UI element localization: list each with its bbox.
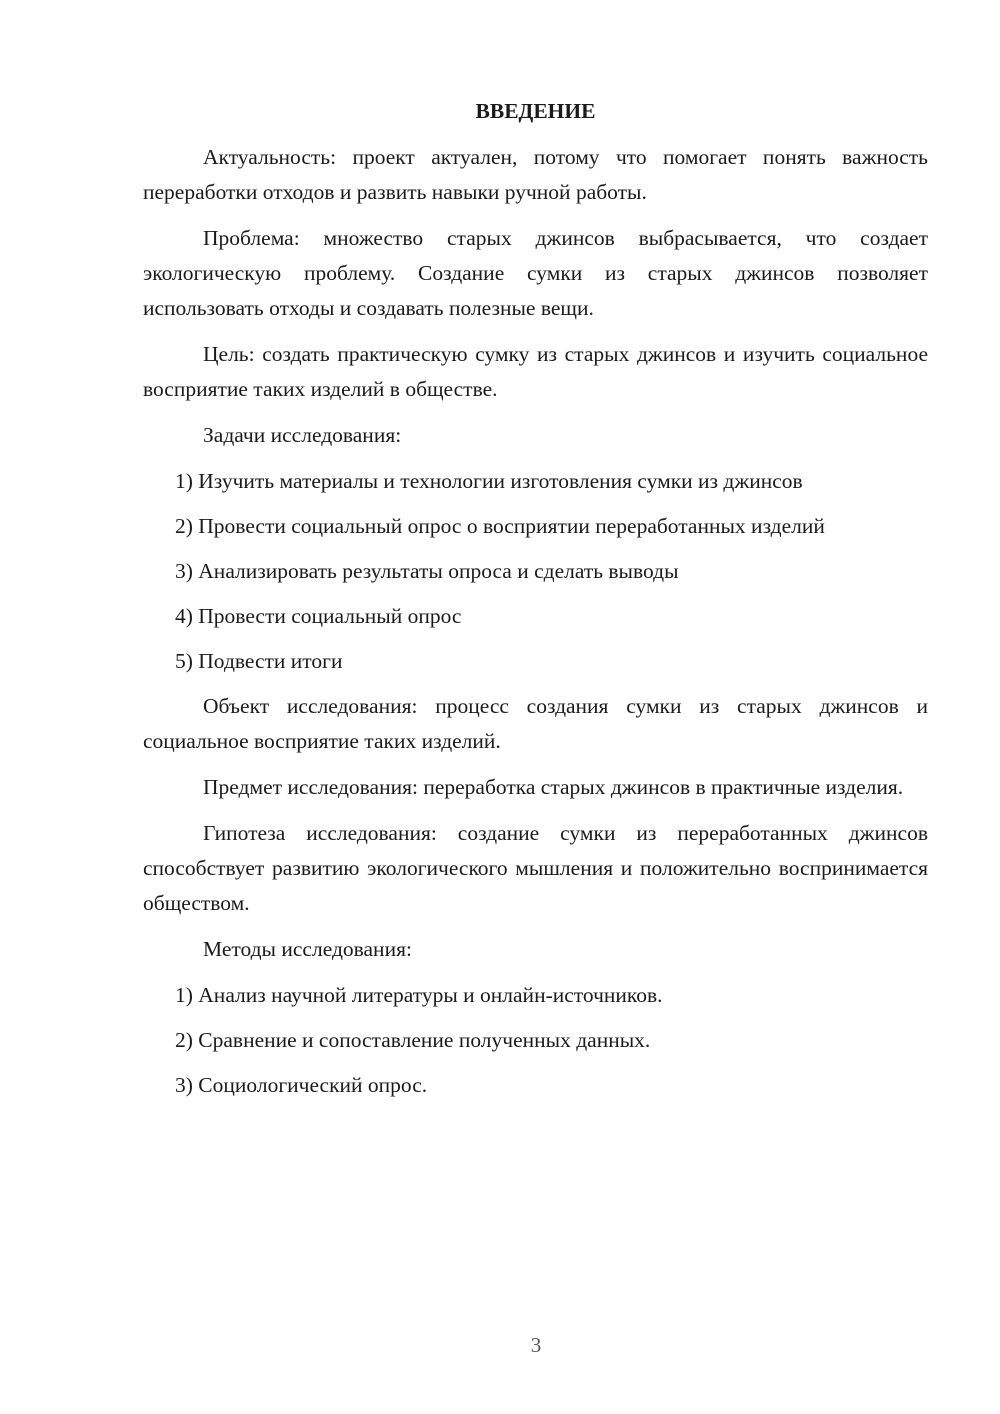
document-body	[143, 94, 928, 1113]
goal-paragraph: Цель: создать практическую сумку из старых джинсов и изучить социальное восприятие таких изделий в обществе.	[143, 342, 928, 401]
relevance-paragraph: Актуальность: проект актуален, потому что помогает понять важность переработки отходов и развить навыки ручной работы.	[143, 145, 928, 204]
problem-paragraph: Проблема: множество старых джинсов выбрасывается, что создает экологическую проблему. Создание сумки из старых джинсов позволяет использовать отходы и создавать полезные вещи.	[143, 226, 928, 320]
page-number: 3	[530, 1333, 542, 1357]
method-item: 3) Социологический опрос.	[175, 1073, 428, 1097]
hypothesis-paragraph: Гипотеза исследования: создание сумки из переработанных джинсов способствует развитию экологического мышления и положительно воспринимается обществом.	[143, 821, 928, 915]
subject-paragraph: Предмет исследования: переработка старых джинсов в практичные изделия.	[203, 775, 904, 799]
tasks-heading: Задачи исследования:	[203, 423, 402, 447]
task-item: 5) Подвести итоги	[175, 649, 343, 673]
task-item: 4) Провести социальный опрос	[175, 604, 462, 628]
methods-heading: Методы исследования:	[203, 937, 412, 961]
method-item: 2) Сравнение и сопоставление полученных данных.	[175, 1028, 651, 1052]
section-title: ВВЕДЕНИЕ	[475, 99, 596, 123]
task-item: 1) Изучить материалы и технологии изготовления сумки из джинсов	[175, 469, 803, 493]
task-item: 3) Анализировать результаты опроса и сделать выводы	[175, 559, 679, 583]
object-paragraph: Объект исследования: процесс создания сумки из старых джинсов и социальное восприятие таких изделий.	[143, 694, 928, 753]
task-item: 2) Провести социальный опрос о восприятии переработанных изделий	[175, 514, 825, 538]
method-item: 1) Анализ научной литературы и онлайн-источников.	[175, 983, 663, 1007]
